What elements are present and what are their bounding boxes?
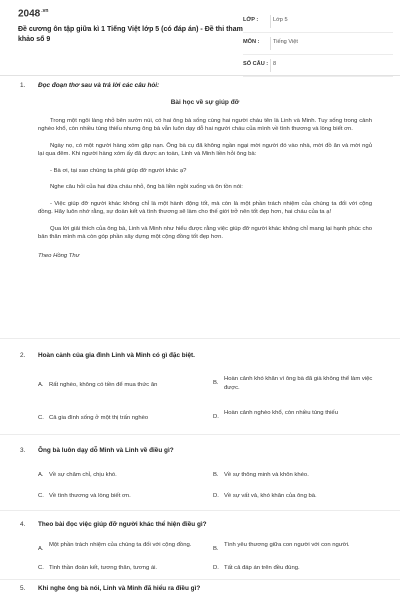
reading-paragraph: Trong một ngôi làng nhỏ bên sườn núi, có hai ông bà sống cùng hai người cháu tên là Linh và Minh. Tuy sống trong cảnh nghèo khổ, còn nhiều túng thiếu nhưng ông bà vẫn luôn dạy dỗ hai người cháu của mình về tình thương và lòng biết ơn. [38,117,372,132]
reading-passage [38,97,372,268]
meta-question-count: SỐ CÂU : 8 [243,55,393,77]
reading-paragraph: Ngày nọ, có một người hàng xóm gặp nạn. Ông bà cụ đã không ngần ngại mời người đó vào nhà, mời đồ ăn và mời ngủ lại qua đêm. Khi người hàng xóm ấy đã được an toàn, Linh và Minh liền hỏi ông bà: [38,142,372,157]
q5-number: 5. [20,585,26,592]
meta-subject: MÔN : Tiếng Việt [243,33,393,55]
q3-option-a[interactable]: A. Về sự chăm chỉ, chịu khó. [38,472,117,478]
q4-option-b[interactable]: B. Tình yêu thương giữa con người với con người. [213,542,350,552]
question-divider [0,338,400,339]
q2-prompt: Hoàn cảnh của gia đình Linh và Minh có gì đặc biệt. [38,352,195,359]
reading-paragraph: - Bà ơi, tại sao chúng ta phải giúp đỡ người khác ạ? [50,167,187,174]
q4-prompt: Theo bài đọc việc giúp đỡ người khác thể hiện điều gì? [38,521,207,528]
question-divider [0,434,400,435]
q4-option-c[interactable]: C. Tinh thần đoàn kết, tương thân, tương ái. [38,565,158,571]
q3-option-b[interactable]: B. Về sự thông minh và khôn khéo. [213,472,309,478]
q5-prompt: Khi nghe ông bà nói, Linh và Minh đã hiểu ra điều gì? [38,585,201,592]
reading-paragraph: Nghe câu hỏi của hai đứa cháu nhỏ, ông bà liền ngồi xuống và ôn tồn nói: [50,184,243,190]
site-logo[interactable]: $2048^{.vn}$ [18,8,49,20]
reading-paragraph: Qua lời giải thích của ông bà, Linh và Minh như hiểu được rằng việc giúp đỡ người khác không chỉ mang lại hạnh phúc cho bản thân mình mà còn góp phần xây dựng một cộng đồng tốt đẹp hơn. [38,225,373,240]
reading-author: Theo Hồng Thư [38,252,80,259]
page-header [18,8,388,67]
question-divider [0,579,400,580]
exam-title: Đề cương ôn tập giữa kì 1 Tiếng Việt lớp 5 (có đáp án) - Đề thi tham khảo số 9 [18,26,243,43]
q4-number: 4. [20,521,26,528]
reading-title: Bài học về sự giúp đỡ [170,99,240,106]
q2-option-c[interactable]: C. Cả gia đình sống ở một thị trấn nghèo [38,415,149,421]
header-divider [0,75,400,76]
exam-meta [243,11,393,77]
q4-option-d[interactable]: D. Tất cả đáp án trên đều đúng. [213,565,300,571]
q2-option-b[interactable]: B. Hoàn cảnh khó khăn vì ông bà đã già không thể làm việc được. [213,376,373,391]
q3-option-c[interactable]: C. Về tình thương và lòng biết ơn. [38,493,131,499]
question-divider [0,510,400,511]
q4-option-a[interactable]: A. Một phần trách nhiệm của chúng ta đối với cộng đồng. [38,542,192,552]
q2-option-d[interactable]: D. Hoàn cảnh nghèo khổ, còn nhiều túng thiếu [213,410,338,420]
q3-prompt: Ông bà luôn dạy dỗ Minh và Linh về điều gì? [38,447,174,454]
reading-paragraph: - Việc giúp đỡ người khác không chỉ là một hành động tốt, mà còn là một phần trách nhiệm của chúng ta đối với cộng đồng. Hãy luôn nhớ rằng, sự đoàn kết và tình thương sẽ làm cho thế giới trở nên tốt đẹp hơn, hai cháu của ta ạ! [38,200,372,215]
q2-number: 2. [20,352,26,359]
q1-number: 1. [20,82,26,89]
meta-class: LỚP : Lớp 5 [243,11,393,33]
q3-number: 3. [20,447,26,454]
q3-option-d[interactable]: D. Về sự vất vả, khó khăn của ông bà. [213,493,317,499]
q2-option-a[interactable]: A. Rất nghèo, không có tiền để mua thức ăn [38,382,158,388]
q1-prompt: Đọc đoạn thơ sau và trả lời các câu hỏi: [38,82,160,89]
